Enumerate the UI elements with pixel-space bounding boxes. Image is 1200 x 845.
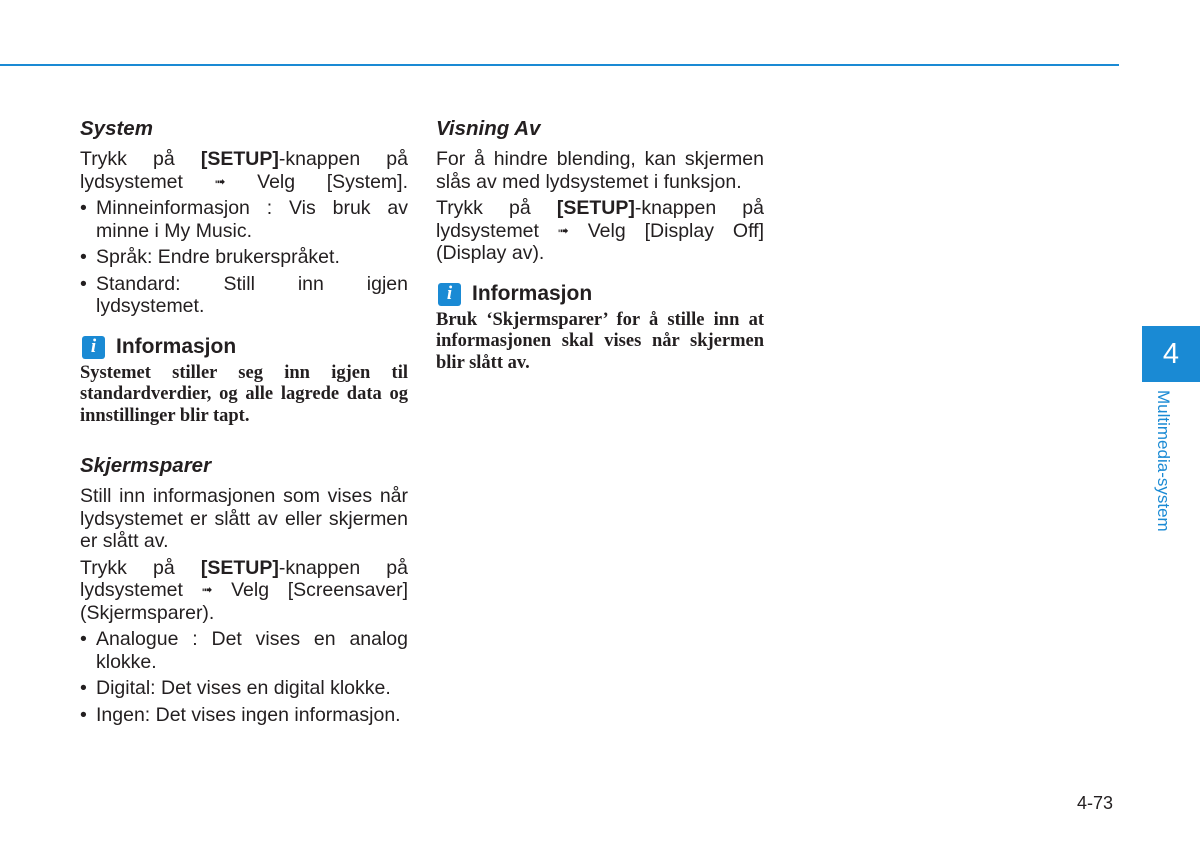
system-instruction <box>80 148 408 193</box>
list-item: • Ingen: Det vises ingen informasjon. <box>80 704 408 727</box>
screensaver-instruction <box>80 557 408 625</box>
display-off-instruction-mid: -knappen på lydsystemet <box>436 197 764 242</box>
top-rule <box>0 64 1119 66</box>
system-options-list <box>80 197 408 318</box>
list-item: • Digital: Det vises en digital klokke. <box>80 677 408 700</box>
chapter-number-tab: 4 <box>1142 326 1200 382</box>
info-box-header <box>80 336 408 359</box>
info-box-header <box>436 283 764 306</box>
right-column <box>436 116 764 374</box>
screensaver-heading: Skjermsparer <box>80 454 212 477</box>
screensaver-instruction-mid: -knappen på lydsystemet <box>80 556 408 601</box>
setup-key-label: [SETUP] <box>200 556 279 579</box>
screensaver-instruction-end: Velg [Screensaver] (Skjermsparer). <box>80 579 408 624</box>
list-item: • Standard: Still inn igjen lydsystemet. <box>80 273 408 318</box>
display-off-description: For å hindre blending, kan skjermen slås av med lydsystemet i funksjon. <box>436 148 764 193</box>
arrow-icon: ➟ <box>557 222 569 238</box>
list-item: • Analogue : Det vises en analog klokke. <box>80 628 408 673</box>
arrow-icon: ➟ <box>201 582 213 597</box>
page-number: 4-73 <box>1077 793 1114 813</box>
system-instruction-mid: -knappen på lydsystemet <box>80 148 408 193</box>
info-title: Informasjon <box>116 334 237 358</box>
list-item: • Språk: Endre brukerspråket. <box>80 246 408 269</box>
info-icon: i <box>438 283 461 306</box>
arrow-icon: ➟ <box>214 173 226 189</box>
screensaver-options-list <box>80 628 408 726</box>
display-off-instruction-end: Velg [Display Off] (Display av). <box>436 219 764 264</box>
screensaver-instruction-lead: Trykk på <box>80 556 201 579</box>
display-off-instruction <box>436 197 764 265</box>
display-off-heading: Visning Av <box>436 117 541 140</box>
info-title: Informasjon <box>472 281 593 305</box>
left-column <box>80 116 408 730</box>
info-body: Bruk ‘Skjermsparer’ for å stille inn at informasjonen skal vises når skjermen blir slått av. <box>436 309 764 373</box>
info-icon: i <box>82 336 105 359</box>
setup-key-label: [SETUP] <box>200 148 279 170</box>
display-off-instruction-lead: Trykk på <box>436 197 557 219</box>
info-body: Systemet stiller seg inn igjen til standardverdier, og alle lagrede data og innstillinger blir tapt. <box>80 362 408 426</box>
chapter-title: Multimedia-system <box>1154 390 1173 532</box>
list-item: • Minneinformasjon : Vis bruk av minne i My Music. <box>80 197 408 242</box>
setup-key-label: [SETUP] <box>556 197 635 219</box>
screensaver-description: Still inn informasjonen som vises når lydsystemet er slått av eller skjermen er slått av. <box>80 485 408 552</box>
system-instruction-lead: Trykk på <box>80 148 201 170</box>
system-instruction-end: Velg [System]. <box>225 170 408 193</box>
system-heading: System <box>80 117 153 140</box>
